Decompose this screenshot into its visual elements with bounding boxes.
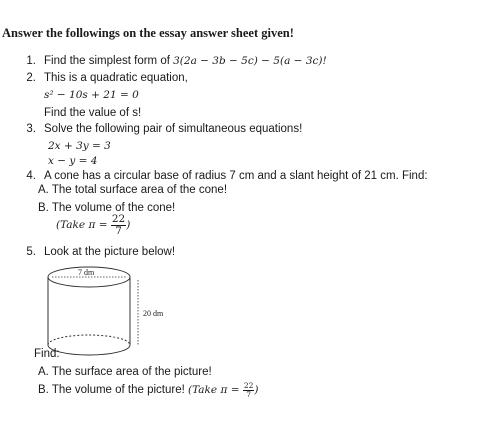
q3-text: Solve the following pair of simultaneous equations!: [44, 123, 303, 135]
q5-part-a: A. The surface area of the picture!: [38, 366, 212, 378]
q4-take-pi: [56, 214, 130, 236]
q5-text: Look at the picture below!: [44, 246, 176, 258]
q2-ask: Find the value of s!: [44, 107, 142, 119]
q5-number: 5.: [26, 246, 36, 258]
q5-take-close: ): [254, 384, 259, 396]
q4-part-a: A. The total surface area of the cone!: [38, 184, 228, 196]
q5-fraction-numerator: 22: [243, 381, 254, 390]
q1-text: [44, 55, 327, 67]
q2-text: This is a quadratic equation,: [44, 72, 188, 84]
q4-part-b: B. The volume of the cone!: [38, 202, 176, 214]
q2-number: 2.: [26, 72, 36, 84]
page-title: Answer the followings on the essay answer sheet given!: [2, 26, 294, 40]
q4-take-close: ): [126, 219, 131, 231]
q4-pi-fraction: [111, 214, 126, 236]
q1-expression: 3(2a − 3b − 5c) − 5(a − 3c)!: [173, 55, 327, 67]
q1-number: 1.: [26, 55, 36, 67]
q4-text: A cone has a circular base of radius 7 cm and a slant height of 21 cm. Find:: [44, 170, 428, 182]
q4-take-text: (Take π =: [56, 219, 108, 231]
q2-equation: s² − 10s + 21 = 0: [44, 89, 139, 101]
q3-equation-2: x − y = 4: [48, 155, 98, 167]
q5-take-text: (Take π =: [188, 384, 240, 396]
cylinder-bottom-back: [48, 335, 130, 345]
q3-number: 3.: [26, 123, 36, 135]
cylinder-bottom-front: [48, 345, 130, 355]
q5-part-b: [38, 382, 259, 398]
q5-take-pi: [188, 381, 259, 399]
radius-label: 7 dm: [78, 268, 95, 277]
q4-fraction-denominator: 7: [115, 224, 122, 237]
q5-fraction-denominator: 7: [246, 389, 252, 399]
q5-pi-fraction: [243, 382, 255, 398]
q5-part-b-text: B. The volume of the picture!: [38, 384, 185, 396]
cylinder-figure: [40, 264, 190, 364]
height-label: 20 dm: [143, 309, 164, 318]
q5-find: Find:: [34, 348, 60, 360]
q4-number: 4.: [26, 170, 36, 182]
q3-equation-1: 2x + 3y = 3: [48, 140, 111, 152]
q4-fraction-numerator: 22: [111, 213, 126, 225]
q1-prompt: Find the simplest form of: [44, 55, 170, 67]
